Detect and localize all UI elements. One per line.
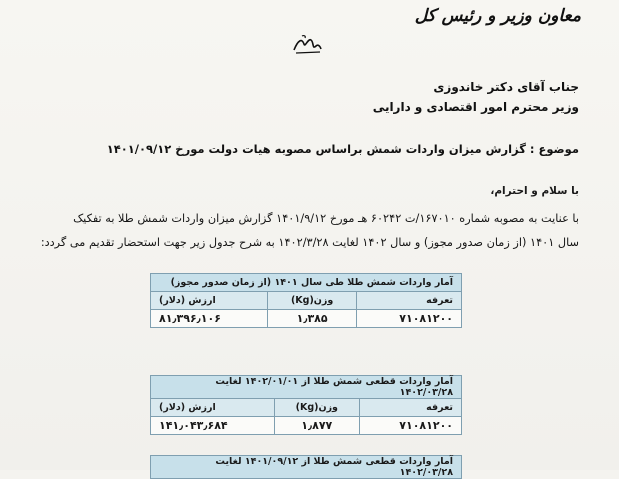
- signature-mark: [290, 32, 324, 58]
- body-line: سال ۱۴۰۱ (از زمان صدور مجوز) و سال ۱۴۰۲ لغایت ۱۴۰۲/۳/۲۸ به شرح جدول زیر جهت استحضار تقدیم می گردد:: [40, 236, 579, 249]
- cell-weight: ۱٫۳۸۵: [268, 310, 356, 328]
- column-header-tariff: تعرفه: [360, 399, 462, 417]
- addressee-name: جناب آقای دکتر خاندوزی: [433, 80, 579, 94]
- cell-value: ۸۱٫۳۹۶٫۱۰۶: [151, 310, 268, 328]
- table-row: [151, 310, 462, 328]
- table-caption: آمار واردات قطعی شمش طلا از ۱۴۰۲/۰۱/۰۱ لغایت ۱۴۰۲/۰۳/۲۸: [151, 376, 462, 399]
- cell-weight: ۱٫۸۷۷: [274, 417, 360, 435]
- cell-tariff: ۷۱۰۸۱۲۰۰: [360, 417, 462, 435]
- body-line: با عنایت به مصوبه شماره ۱۶۷۰۱۰/ت ۶۰۲۴۲ هـ مورخ ۱۴۰۱/۹/۱۲ گزارش میزان واردات شمش طلا به تفکیک: [73, 212, 579, 225]
- greeting: با سلام و احترام،: [490, 185, 579, 197]
- header-title: معاون وزیر و رئیس کل: [414, 6, 581, 26]
- cell-tariff: ۷۱۰۸۱۲۰۰: [356, 310, 461, 328]
- body-paragraph: [31, 207, 579, 255]
- table-caption: آمار واردات شمش طلا طی سال ۱۴۰۱ (از زمان صدور مجوز): [151, 274, 462, 292]
- cell-value: ۱۴۱٫۰۴۳٫۶۸۴: [151, 417, 275, 435]
- column-header-tariff: تعرفه: [356, 292, 461, 310]
- table-row: [151, 417, 462, 435]
- addressee-title: وزیر محترم امور اقتصادی و دارایی: [372, 100, 579, 114]
- table-caption: آمار واردات قطعی شمش طلا از ۱۴۰۱/۰۹/۱۲ لغایت ۱۴۰۲/۰۳/۲۸: [151, 456, 462, 479]
- column-header-value: ارزش (دلار): [151, 399, 275, 417]
- column-header-weight: وزن(Kg): [268, 292, 356, 310]
- import-table-1402: [150, 375, 462, 435]
- subject-line: موضوع : گزارش میزان واردات شمش براساس مصوبه هیات دولت مورخ ۱۴۰۱/۰۹/۱۲: [106, 142, 579, 156]
- column-header-value: ارزش (دلار): [151, 292, 268, 310]
- import-table-1401: [150, 273, 462, 328]
- import-table-combined: [150, 455, 462, 479]
- column-header-weight: وزن(Kg): [274, 399, 360, 417]
